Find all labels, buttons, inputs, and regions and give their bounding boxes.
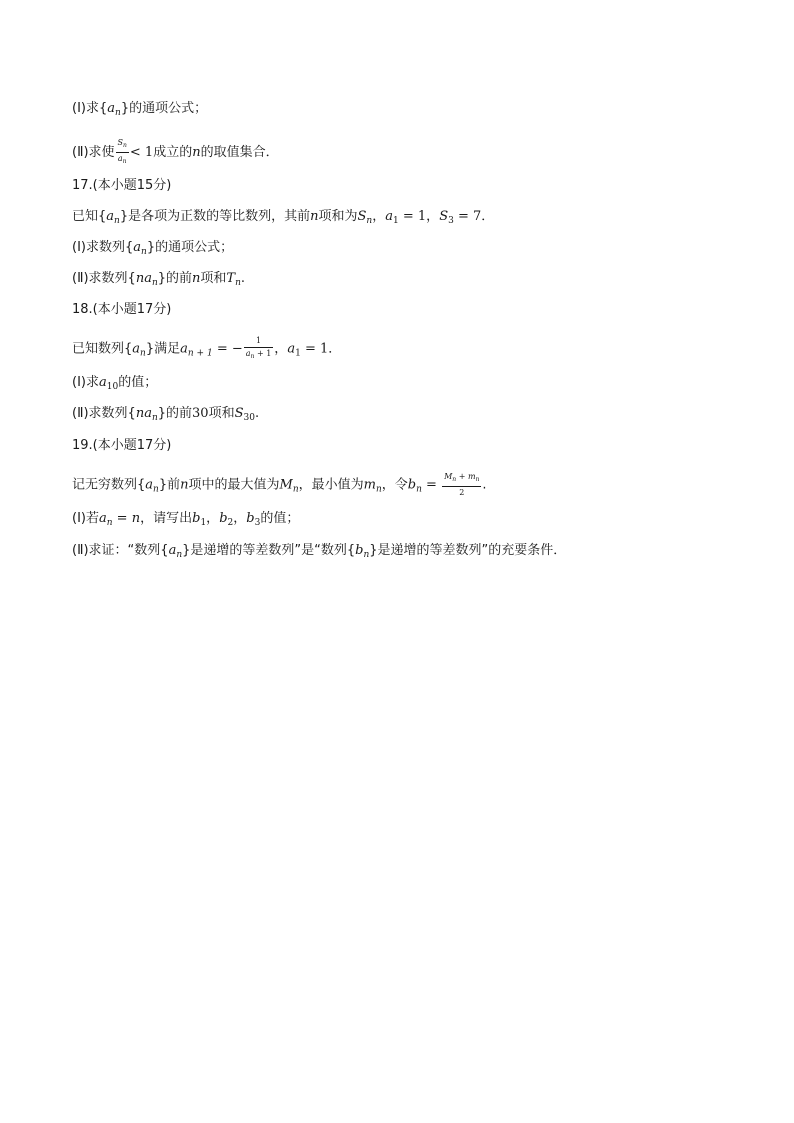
p16-part2: (Ⅱ)求使 $\frac{S_n}{a_n}$ < 1成立的n的取值集合．	[72, 138, 279, 165]
p19-stem: 记无穷数列$\{a_n\}$前n项中的最大值为$M_n$，最小值为$m_n$，令$b_n$ = $\frac{M_n + m_n}{2}$ .	[72, 472, 487, 497]
p18-header: 18.(本小题17分)	[72, 302, 172, 317]
fraction-recurrence: $\frac{1}{a_n + 1}$	[245, 336, 272, 360]
p19-part1: (Ⅰ)若$a_n = n$，请写出$b_1$，$b_2$，$b_3$的值；	[72, 511, 300, 528]
p16-part1: (Ⅰ)求$\{a_n\}$的通项公式；	[72, 101, 208, 118]
p19-header: 19.(本小题17分)	[72, 438, 172, 453]
fraction-sn-an: $\frac{S_n}{a_n}$	[117, 138, 127, 165]
p17-part1: (Ⅰ)求数列$\{a_n\}$的通项公式；	[72, 240, 234, 257]
p17-part2: (Ⅱ)求数列$\{na_n\}$的前n项和$T_n$.	[72, 271, 246, 288]
p18-stem: 已知数列$\{a_n\}$满足$a_{n + 1}$ = − $\frac{1}{a_n + 1}$ ，$a_1 = 1$．	[72, 336, 342, 360]
p19-part2: (Ⅱ)求证：“数列$\{a_n\}$是递增的等差数列”是“数列$\{b_n\}$是递增的等差数列”的充要条件．	[72, 543, 567, 560]
p18-part1: (Ⅰ)求$a_{10}$的值；	[72, 375, 158, 392]
fraction-bn: $\frac{M_n + m_n}{2}$	[444, 472, 480, 497]
p17-header: 17.(本小题15分)	[72, 178, 172, 193]
p17-stem: 已知$\{a_n\}$是各项为正数的等比数列，其前n项和为$S_n$，$a_1 = 1$，$S_3 = 7$．	[72, 209, 495, 226]
p18-part2: (Ⅱ)求数列$\{na_n\}$的前30项和$S_{30}$.	[72, 406, 260, 423]
